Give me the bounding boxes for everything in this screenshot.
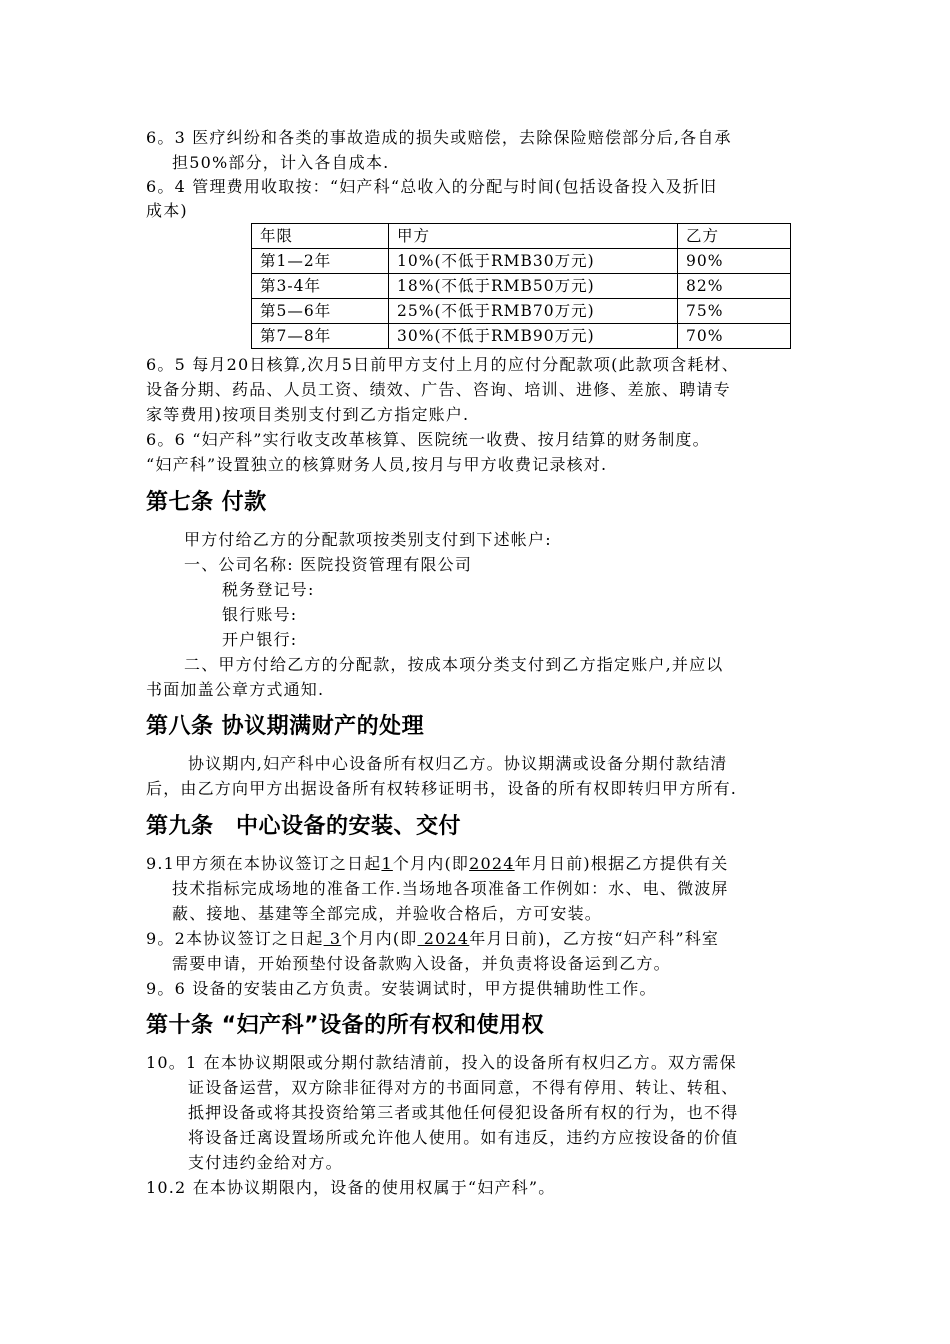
clause-10-1-line3: 抵押设备或将其投资给第三者或其他任何侵犯设备所有权的行为，也不得	[188, 1103, 739, 1122]
table-cell: 70%	[678, 324, 791, 349]
clause-6-6-line2: “妇产科”设置独立的核算财务人员,按月与甲方收费记录核对.	[146, 455, 608, 474]
clause-9-1-year: 2024	[469, 854, 515, 873]
clause-9-2-year: 2024	[417, 929, 470, 948]
article-8-line1: 协议期内,妇产科中心设备所有权归乙方。协议期满或设备分期付款结清	[188, 754, 728, 773]
clause-6-5-line1: 6。5 每月20日核算,次月5日前甲方支付上月的应付分配款项(此款项含耗材、	[146, 355, 739, 374]
clause-9-2-text-a: 9。2本协议签订之日起	[146, 929, 324, 948]
article-7-line6: 二、甲方付给乙方的分配款，按成本项分类支付到乙方指定账户,并应以	[184, 655, 724, 674]
table-row	[252, 274, 791, 299]
clause-9-1-text-e: 年月日前)根据乙方提供有关	[514, 854, 729, 873]
clause-9-1-line3: 蔽、接地、基建等全部完成，并验收合格后，方可安装。	[172, 904, 603, 923]
clause-9-2-line2: 需要申请，开始预垫付设备款购入设备，并负责将设备运到乙方。	[172, 954, 671, 973]
article-10-heading: 第十条 “妇产科”设备的所有权和使用权	[146, 1013, 545, 1038]
table-header-cell: 乙方	[678, 224, 791, 249]
table-cell: 30%(不低于RMB90万元)	[389, 324, 678, 349]
table-row	[252, 299, 791, 324]
clause-9-1-line2: 技术指标完成场地的准备工作.当场地各项准备工作例如：水、电、微波屏	[172, 879, 729, 898]
article-8-line2: 后，由乙方向甲方出据设备所有权转移证明书，设备的所有权即转归甲方所有.	[146, 779, 738, 798]
allocation-table	[251, 223, 791, 349]
clause-9-1-line1	[146, 854, 728, 874]
article-8-heading: 第八条 协议期满财产的处理	[146, 714, 425, 739]
clause-6-5-line3: 家等费用)按项目类别支付到乙方指定账户.	[146, 405, 470, 424]
clause-9-6-line1: 9。6 设备的安装由乙方负责。安装调试时，甲方提供辅助性工作。	[146, 979, 657, 998]
table-cell: 82%	[678, 274, 791, 299]
article-7-heading: 第七条 付款	[146, 490, 267, 515]
table-cell: 第7—8年	[252, 324, 389, 349]
article-7-bank-account: 银行账号:	[222, 605, 298, 624]
table-cell: 18%(不低于RMB50万元)	[389, 274, 678, 299]
clause-6-4-line2: 成本)	[146, 201, 188, 220]
clause-9-2-text-e: 年月日前)，乙方按“妇产科”科室	[469, 929, 720, 948]
table-header-cell: 甲方	[389, 224, 678, 249]
clause-9-1-text-a: 9.1甲方须在本协议签订之日起	[146, 854, 382, 873]
article-7-tax-number: 税务登记号:	[222, 580, 315, 599]
table-cell: 75%	[678, 299, 791, 324]
article-7-line7: 书面加盖公章方式通知.	[146, 680, 325, 699]
clause-10-1-line1: 10。1 在本协议期限或分期付款结清前，投入的设备所有权归乙方。双方需保	[146, 1053, 737, 1072]
clause-6-4-line1: 6。4 管理费用收取按：“妇产科“总收入的分配与时间(包括设备投入及折旧	[146, 177, 718, 196]
table-cell: 90%	[678, 249, 791, 274]
clause-9-2-months: 3	[323, 929, 342, 948]
table-row	[252, 324, 791, 349]
clause-6-6-line1: 6。6 “妇产科”实行收支改革核算、医院统一收费、按月结算的财务制度。	[146, 430, 710, 449]
table-cell: 第3-4年	[252, 274, 389, 299]
table-cell: 25%(不低于RMB70万元)	[389, 299, 678, 324]
table-row	[252, 249, 791, 274]
article-7-line1: 甲方付给乙方的分配款项按类别支付到下述帐户:	[184, 530, 552, 549]
table-cell: 10%(不低于RMB30万元)	[389, 249, 678, 274]
clause-10-2-line1: 10.2 在本协议期限内，设备的使用权属于“妇产科”。	[146, 1178, 556, 1197]
table-header-row	[252, 224, 791, 249]
table-cell: 第1—2年	[252, 249, 389, 274]
article-9-heading: 第九条 中心设备的安装、交付	[146, 814, 462, 839]
clause-10-1-line2: 证设备运营，双方除非征得对方的书面同意，不得有停用、转让、转租、	[188, 1078, 739, 1097]
table-cell: 第5—6年	[252, 299, 389, 324]
clause-6-3-line1: 6。3 医疗纠纷和各类的事故造成的损失或赔偿，去除保险赔偿部分后,各自承	[146, 128, 732, 147]
clause-9-2-line1	[146, 929, 719, 949]
table-header-cell: 年限	[252, 224, 389, 249]
clause-6-5-line2: 设备分期、药品、人员工资、绩效、广告、咨询、培训、进修、差旅、聘请专	[146, 380, 731, 399]
clause-9-1-months: 1	[381, 854, 393, 873]
clause-10-1-line5: 支付违约金给对方。	[188, 1153, 343, 1172]
clause-9-1-text-c: 个月内(即	[392, 854, 470, 873]
article-7-bank-name: 开户银行:	[222, 630, 298, 649]
clause-6-3-line2: 担50%部分，计入各自成本.	[172, 153, 390, 172]
clause-9-2-text-c: 个月内(即	[341, 929, 418, 948]
clause-10-1-line4: 将设备迁离设置场所或允许他人使用。如有违反，违约方应按设备的价值	[188, 1128, 739, 1147]
article-7-company-name: 一、公司名称: 医院投资管理有限公司	[184, 555, 473, 574]
